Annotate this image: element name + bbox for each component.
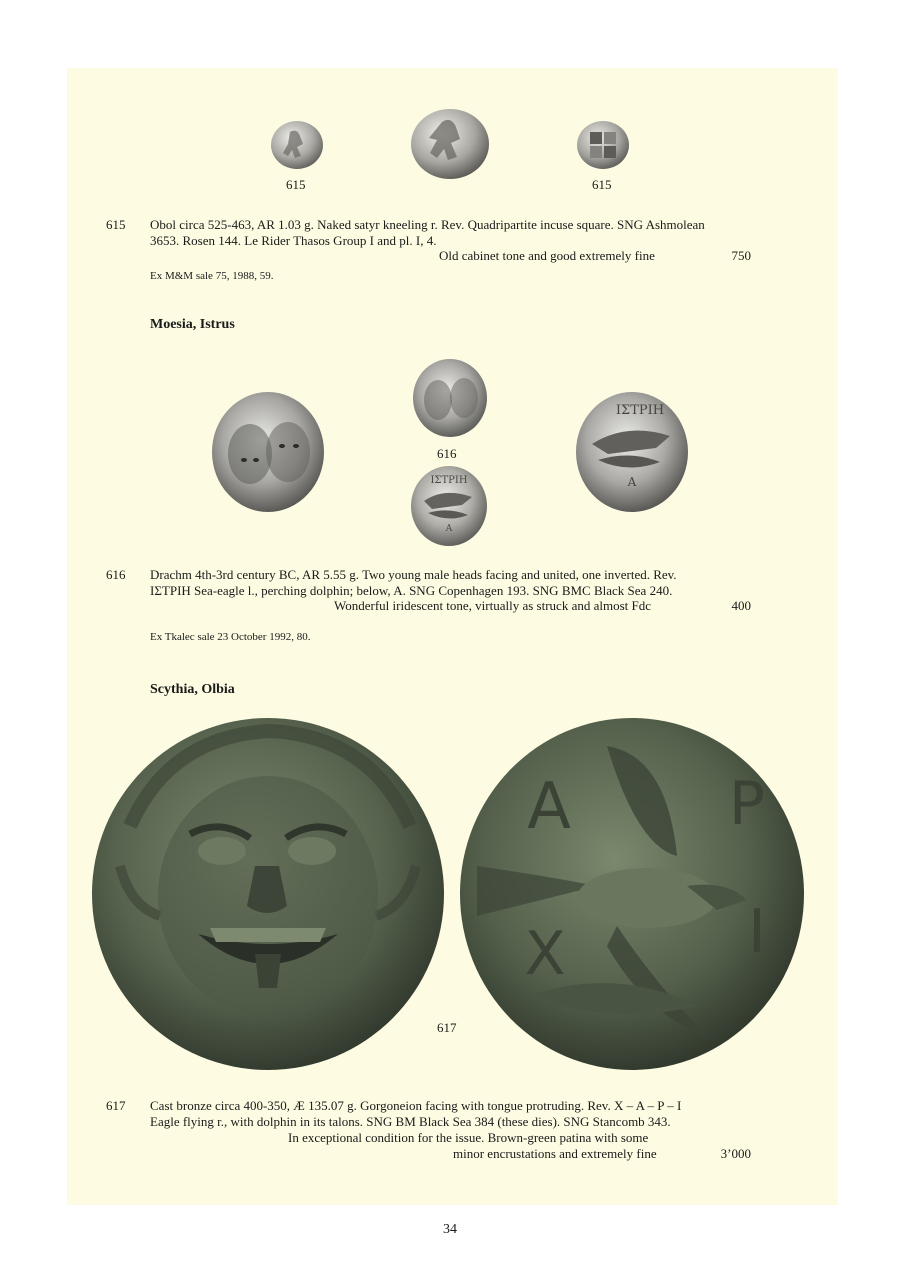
lot-number-616: 616: [106, 567, 126, 582]
page-number: 34: [443, 1222, 457, 1237]
coin-616-reverse-large-mark: A: [627, 475, 637, 489]
lot-615-condition: Old cabinet tone and good extremely fine: [439, 248, 655, 263]
coin-615-obverse: [410, 108, 490, 180]
lot-617-line1: Cast bronze circa 400-350, Æ 135.07 g. Gorgoneion facing with tongue protruding. Rev. X – A – P – I: [150, 1098, 682, 1113]
lot-number-615: 615: [106, 217, 126, 232]
lot-617-line2: Eagle flying r., with dolphin in its talons. SNG BM Black Sea 384 (these dies). SNG Stancomb 343.: [150, 1114, 671, 1129]
coin-616-reverse-small-mark: A: [445, 524, 453, 534]
section-heading-scythia-olbia: Scythia, Olbia: [150, 682, 235, 697]
lot-616-price: 400: [731, 598, 751, 613]
lot-616-line2: ΙΣΤΡΙΗ Sea-eagle l., perching dolphin; below, A. SNG Copenhagen 193. SNG BMC Black Sea 240.: [150, 583, 673, 598]
coin-617-obverse-gorgoneion: [90, 716, 446, 1072]
coin-616-obverse-large: [210, 390, 326, 514]
coin-617-legend-x: X: [524, 919, 566, 989]
lot-616-condition: Wonderful iridescent tone, virtually as struck and almost Fdc: [334, 598, 652, 613]
coin-caption-615-left: 615: [286, 177, 306, 192]
lot-615-line1: Obol circa 525-463, AR 1.03 g. Naked satyr kneeling r. Rev. Quadripartite incuse square. SNG Ashmolean: [150, 217, 705, 232]
coin-615-obverse-small: [270, 120, 324, 170]
coin-617-legend-a: A: [527, 770, 571, 844]
coin-617-legend-i: I: [748, 897, 766, 967]
coin-615-reverse-incuse: [576, 120, 630, 170]
coin-616-obverse-small: [412, 358, 488, 438]
coin-616-reverse-small-legend: ΙΣΤΡΙΗ: [430, 475, 468, 486]
lot-615-line2: 3653. Rosen 144. Le Rider Thasos Group I and pl. I, 4.: [150, 233, 437, 248]
lot-617-condition-line2: minor encrustations and extremely fine: [453, 1146, 657, 1161]
lot-616-line1: Drachm 4th-3rd century BC, AR 5.55 g. Two young male heads facing and united, one inverted. Rev.: [150, 567, 677, 582]
section-heading-moesia-istrus: Moesia, Istrus: [150, 317, 235, 332]
coin-caption-615-right: 615: [592, 177, 612, 192]
coin-caption-616: 616: [437, 446, 457, 461]
coin-616-reverse-large-legend: ΙΣΤΡΙΗ: [615, 403, 665, 418]
coin-617-legend-p: P: [728, 769, 766, 839]
coin-caption-617: 617: [437, 1020, 457, 1035]
lot-616-provenance: Ex Tkalec sale 23 October 1992, 80.: [150, 631, 311, 643]
lot-617-condition-line1: In exceptional condition for the issue. Brown-green patina with some: [288, 1130, 649, 1145]
coin-616-reverse-small: [410, 465, 488, 547]
lot-617-price: 3’000: [720, 1146, 751, 1161]
coin-616-reverse-large: [574, 390, 690, 514]
lot-615-provenance: Ex M&M sale 75, 1988, 59.: [150, 270, 274, 282]
coin-617-reverse-eagle: [457, 716, 807, 1072]
lot-number-617: 617: [106, 1098, 126, 1113]
lot-615-price: 750: [731, 248, 751, 263]
